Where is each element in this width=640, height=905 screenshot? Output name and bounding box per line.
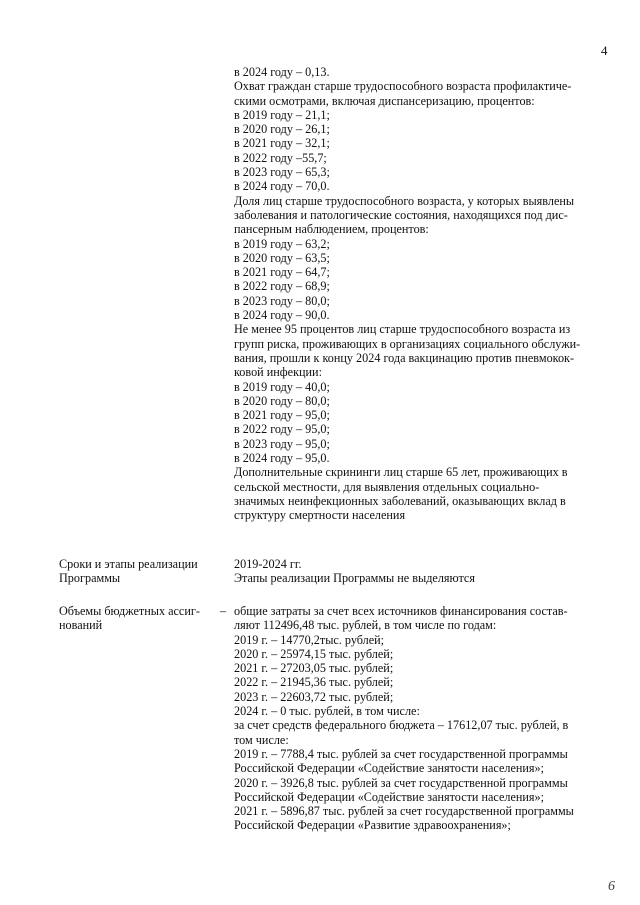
text-line: за счет средств федерального бюджета – 17612,07 тыс. рублей, в [234, 718, 569, 733]
text-line: в 2019 году – 63,2; [234, 236, 330, 251]
text-line: 2021 г. – 27203,05 тыс. рублей; [234, 661, 394, 676]
corner-handwritten-mark: 6 [608, 879, 615, 894]
text-line: в 2023 году – 95,0; [234, 436, 330, 451]
text-line: значимых неинфекционных заболеваний, оказывающих вклад в [234, 493, 566, 508]
text-line: в 2019 году – 21,1; [234, 107, 330, 122]
text-line: 2020 г. – 25974,15 тыс. рублей; [234, 646, 394, 661]
text-line: в 2020 году – 80,0; [234, 393, 330, 408]
text-line: в 2020 году – 63,5; [234, 250, 330, 265]
text-line: пансерным наблюдением, процентов: [234, 222, 429, 237]
text-line: Доля лиц старше трудоспособного возраста, у которых выявлены [234, 193, 575, 208]
text-line: общие затраты за счет всех источников финансирования состав- [234, 604, 568, 618]
text-line: Дополнительные скрининги лиц старше 65 лет, проживающих в [234, 465, 568, 480]
text-line: в 2024 году – 70,0. [234, 179, 330, 194]
terms-label: Сроки и этапы реализации Программы [59, 557, 198, 586]
text-line: том числе: [234, 732, 289, 747]
text-line: скими осмотрами, включая диспансеризацию, процентов: [234, 93, 535, 108]
text-line: в 2024 году – 0,13. [234, 65, 330, 79]
text-line: 2021 г. – 5896,87 тыс. рублей за счет государственной программы [234, 804, 574, 819]
text-line: 2019 г. – 7788,4 тыс. рублей за счет государственной программы [234, 746, 568, 761]
terms-block [234, 557, 612, 586]
text-line: 2020 г. – 3926,8 тыс. рублей за счет государственной программы [234, 775, 568, 790]
budget-block [234, 604, 612, 833]
text-line: в 2023 году – 80,0; [234, 293, 330, 308]
text-line: групп риска, проживающих в организациях социального обслужи- [234, 336, 581, 351]
text-line: в 2024 году – 90,0. [234, 308, 330, 323]
text-line: 2023 г. – 22603,72 тыс. рублей; [234, 689, 394, 704]
text-line: Российской Федерации «Содействие занятости населения»; [234, 789, 545, 804]
text-line: 2019 г. – 14770,2тыс. рублей; [234, 632, 385, 647]
text-line: в 2021 году – 32,1; [234, 136, 330, 151]
text-line: в 2021 году – 64,7; [234, 265, 330, 280]
text-line: Охват граждан старше трудоспособного возраста профилактиче- [234, 79, 572, 94]
text-line: ковой инфекции: [234, 365, 322, 380]
text-line: в 2024 году – 95,0. [234, 451, 330, 466]
text-line: 2022 г. – 21945,36 тыс. рублей; [234, 675, 394, 690]
text-line: в 2022 году – 95,0; [234, 422, 330, 437]
text-line: Российской Федерации «Развитие здравоохранения»; [234, 818, 511, 833]
text-line: в 2020 году – 26,1; [234, 122, 330, 137]
continued-indicators-block [234, 65, 612, 523]
page-number: 4 [601, 43, 608, 58]
budget-label: Объемы бюджетных ассиг-нований [59, 604, 200, 633]
budget-dash: – [220, 604, 227, 618]
text-line: структуру смертности населения [234, 508, 406, 523]
text-line: 2024 г. – 0 тыс. рублей, в том числе: [234, 704, 420, 719]
text-line: 2019-2024 гг. [234, 557, 302, 571]
text-line: в 2022 году – 68,9; [234, 279, 330, 294]
text-line: в 2022 году –55,7; [234, 150, 327, 165]
text-line: заболевания и патологические состояния, находящихся под дис- [234, 207, 568, 222]
text-line: в 2021 году – 95,0; [234, 408, 330, 423]
text-line: Не менее 95 процентов лиц старше трудоспособного возраста из [234, 322, 571, 337]
text-line: Российской Федерации «Содействие занятости населения»; [234, 761, 545, 776]
text-line: в 2023 году – 65,3; [234, 165, 330, 180]
text-line: в 2019 году – 40,0; [234, 379, 330, 394]
text-line: ляют 112496,48 тыс. рублей, в том числе по годам: [234, 618, 497, 633]
text-line: Этапы реализации Программы не выделяются [234, 571, 475, 586]
text-line: сельской местности, для выявления отдельных социально- [234, 479, 540, 494]
text-line: вания, прошли к концу 2024 года вакцинацию против пневмокок- [234, 350, 575, 365]
